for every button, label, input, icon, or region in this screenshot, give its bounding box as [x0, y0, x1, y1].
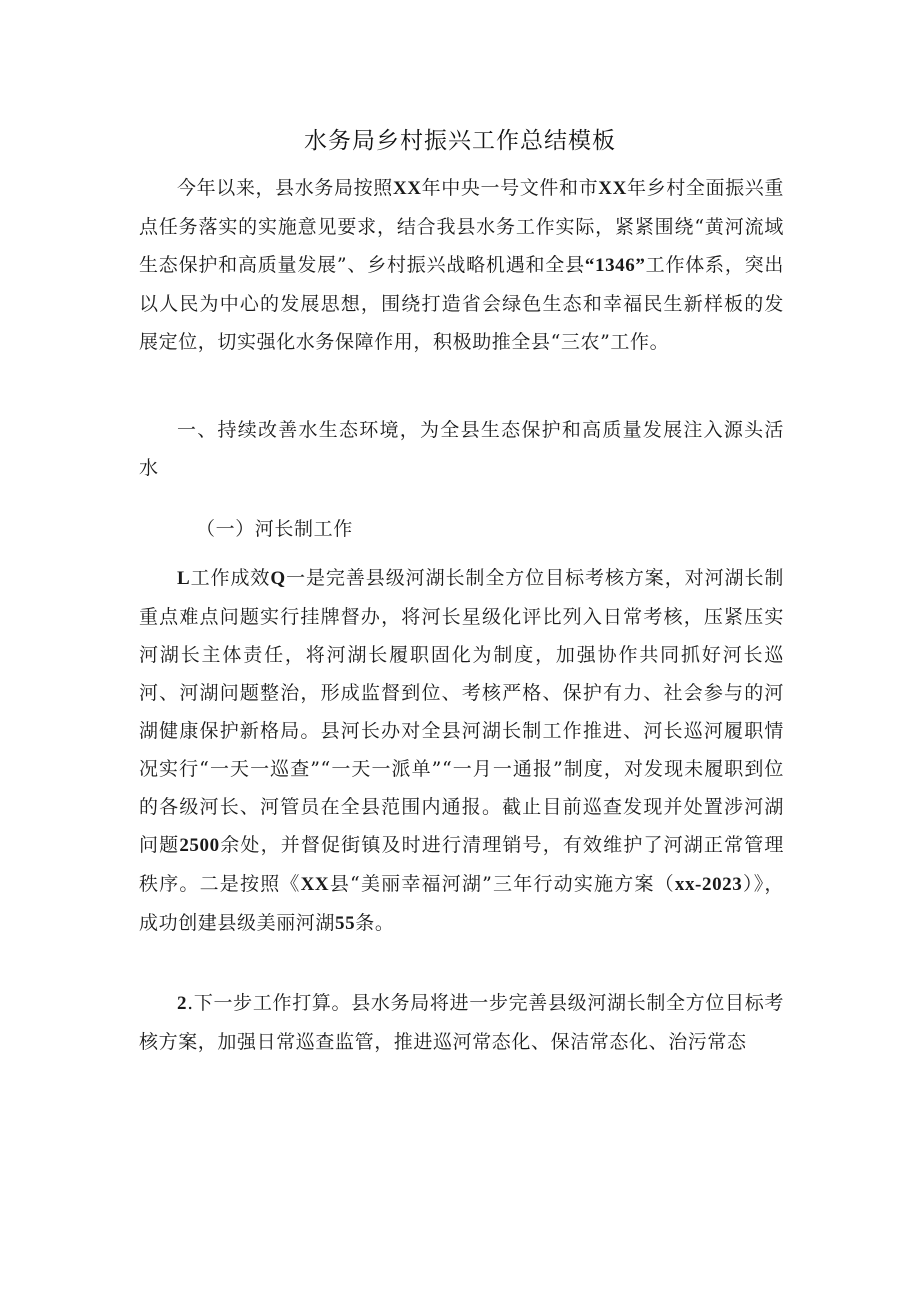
intro-text-4: 工作体系，突出以人民为中心的发展思想，围绕打造省会绿色生态和幸福民生新样板的发展定位，切实强化水务保障作用，积极助推全县“三农”工作。 [139, 254, 785, 353]
achievements-paragraph [139, 559, 784, 943]
achievements-bold-count: 2500 [179, 835, 220, 856]
section-1-heading: 一、持续改善水生态环境，为全县生态保护和高质量发展注入源头活水 [139, 419, 784, 479]
intro-text-3: 年乡村全面振兴重点任务落实的实施意见要求，结合我县水务工作实际，紧紧围绕“黄河流域生态保护和高质量发展”、乡村振兴战略机遇和全县 [139, 177, 784, 276]
next-steps-bold-number: 2 [177, 993, 188, 1014]
intro-bold-system: “1346” [584, 255, 646, 276]
intro-paragraph [139, 169, 784, 361]
achievements-bold-rivers: 55 [335, 913, 356, 934]
achievements-text-4: 县“美丽幸福河湖”三年行动实施方案（ [329, 873, 675, 895]
achievements-bold-years: xx-2023 [674, 874, 743, 895]
achievements-text-6: 条。 [355, 912, 395, 934]
subsection-heading [139, 510, 784, 548]
intro-text-2: 年中央一号文件和市 [421, 177, 599, 199]
intro-bold-year-1: XX [392, 178, 422, 199]
intro-text-1: 今年以来，县水务局按照 [177, 177, 393, 199]
achievements-text-2: 一是完善县级河湖长制全方位目标考核方案，对河湖长制重点难点问题实行挂牌督办，将河长星级化评比列入日常考核，压紧压实河湖长主体责任，将河湖长履职固化为制度，加强协作共同抓好河长巡河、河湖问题整治，形成监督到位、考核严格、保护有力、社会参与的河湖健康保护新格局。县河长办对全县河湖长制工作推进、河长巡河履职情况实行“一天一巡查”“一天一派单”“一月一通报”制度，对发现未履职到位的各级河长、河管员在全县范围内通报。截止目前巡查发现并处置涉河湖问题 [139, 567, 784, 856]
achievements-text-3: 余处，并督促街镇及时进行清理销号，有效维护了河湖正常管理秩序。二是按照《 [139, 834, 784, 895]
achievements-bold-xx: XX [300, 874, 330, 895]
intro-bold-year-2: XX [598, 178, 627, 199]
achievements-bold-q: Q [270, 568, 286, 589]
next-steps-paragraph [139, 984, 784, 1061]
achievements-text-5: ）》，成功创建县级美丽河湖 [139, 873, 784, 934]
achievements-bold-l: L [177, 568, 191, 589]
next-steps-text: .下一步工作打算。县水务局将进一步完善县级河湖长制全方位目标考核方案，加强日常巡查监管，推进巡河常态化、保洁常态化、治污常态 [139, 992, 784, 1053]
subsection-1-heading: （一）河长制工作 [196, 518, 353, 540]
achievements-text-1: 工作成效 [190, 567, 271, 589]
document-title: 水务局乡村振兴工作总结模板 [304, 128, 616, 154]
section-heading [139, 411, 784, 487]
